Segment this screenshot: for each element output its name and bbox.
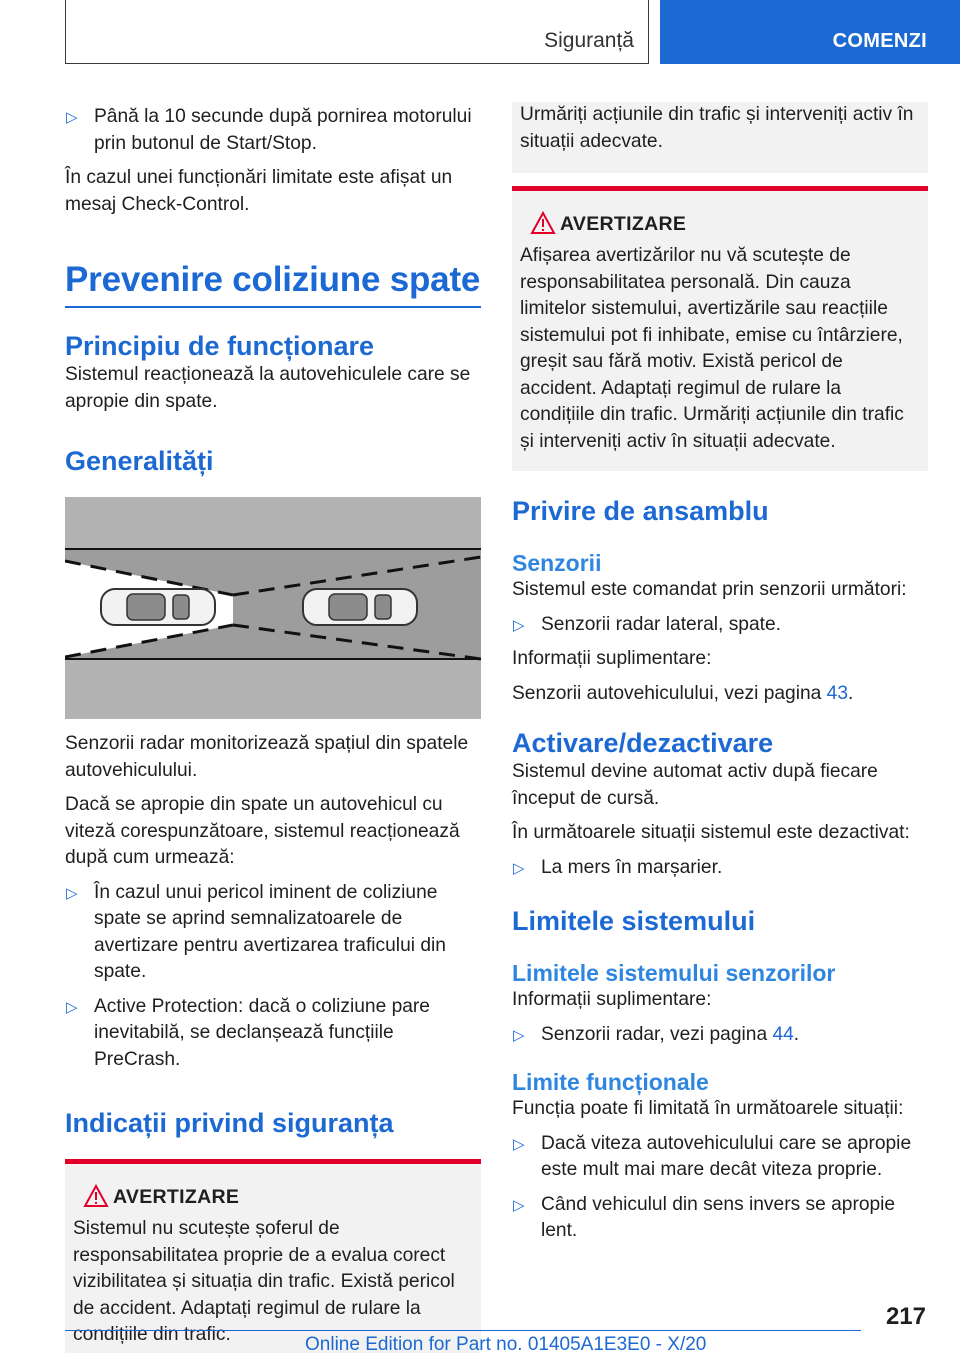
- paragraph: Senzorii autovehiculului, vezi pagina 43.: [512, 682, 854, 704]
- warning-box: [65, 1159, 481, 1353]
- list-item: ▷ Senzorii radar, vezi pagina 44.: [512, 1022, 928, 1049]
- triangle-bullet-icon: ▷: [66, 998, 78, 1016]
- warning-continuation: [512, 102, 928, 173]
- radar-diagram: [65, 497, 481, 719]
- heading-functional: Limite funcționale: [512, 1069, 709, 1095]
- heading-general: Generalități: [65, 446, 214, 476]
- triangle-bullet-icon: ▷: [513, 1026, 525, 1044]
- heading-overview: Privire de ansamblu: [512, 496, 769, 526]
- list-item: ▷ Dacă viteza autovehiculului care se apropie este mult mai mare decât viteza proprie.: [513, 1132, 912, 1180]
- warning-text: Sistemul nu scutește șoferul de responsabilitatea proprie de a evalua corect vizibilitatea și situația din trafic. Există pericol de accident. Adaptați regimul de rulare la condițiile din trafic.: [73, 1218, 455, 1345]
- header-section-tab: [65, 0, 649, 64]
- heading-activation: Activare/dezactivare: [512, 728, 774, 758]
- list-item: ▷ Până la 10 secunde după pornirea motorului prin butonul de Start/Stop.: [66, 106, 472, 154]
- triangle-bullet-icon: ▷: [66, 884, 78, 902]
- paragraph: Sistemul este comandat prin senzorii următori:: [512, 579, 907, 600]
- list-item: ▷ Senzorii radar lateral, spate.: [512, 612, 928, 639]
- section-title: Siguranță: [544, 29, 634, 52]
- right-column: [512, 104, 928, 1245]
- heading-sensors: Senzorii: [512, 550, 602, 576]
- rear-radar-illustration: [65, 497, 481, 719]
- warning-text: Afișarea avertizărilor nu vă scutește de responsabilitatea personală. Din cauza limitelor sistemului, avertizările sau reacțiile sistemului pot fi inhibate, emise cu întârziere, greșit sau fără motiv. Există pericol de accident. Adaptați regimul de rulare la condițiile din trafic. Urmăriți acțiunile din trafic și interveniți activ în situații adecvate.: [520, 245, 904, 452]
- paragraph: Senzorii radar monitorizează spațiul din spatele autovehiculului.: [65, 733, 469, 781]
- warning-triangle-icon: [530, 211, 556, 235]
- paragraph: Sistemul devine automat activ după fiecare început de cursă.: [512, 761, 878, 809]
- warning-triangle-icon: [83, 1184, 109, 1208]
- triangle-bullet-icon: ▷: [66, 109, 78, 126]
- page-link-44[interactable]: 44: [772, 1023, 794, 1045]
- triangle-bullet-icon: ▷: [513, 616, 525, 634]
- section-title-block: [65, 260, 481, 308]
- list-item: ▷ Active Protection: dacă o coliziune pare inevitabilă, se declanșează funcțiile PreCrash.: [66, 995, 430, 1070]
- car-icon: [303, 589, 417, 625]
- triangle-bullet-icon: ▷: [513, 1135, 525, 1153]
- paragraph: În cazul unei funcționări limitate este afișat un mesaj Check-Control.: [65, 167, 453, 215]
- page-link-43[interactable]: 43: [826, 682, 848, 704]
- left-column: [65, 104, 481, 1353]
- heading-safety: Indicații privind siguranța: [65, 1108, 394, 1138]
- paragraph: Informații suplimentare:: [512, 989, 712, 1010]
- list-item: ▷ La mers în marșarier.: [512, 855, 928, 882]
- triangle-bullet-icon: ▷: [513, 859, 525, 877]
- footer-divider: [65, 1330, 861, 1331]
- paragraph: Sistemul reacționează la autovehiculele care se apropie din spate.: [65, 364, 471, 412]
- warning-box: [512, 186, 928, 471]
- header-category-tab[interactable]: [660, 0, 960, 64]
- page-number: 217: [885, 1303, 926, 1330]
- list-item: ▷ Când vehiculul din sens invers se apropie lent.: [513, 1193, 896, 1241]
- warning-title: AVERTIZARE: [520, 211, 920, 237]
- paragraph: Urmăriți acțiunile din trafic și interveniți activ în situații adecvate.: [520, 104, 914, 152]
- footer-edition: Online Edition for Part no. 01405A1E3E0 - X/20: [305, 1334, 707, 1355]
- list-item: ▷ În cazul unui pericol iminent de coliziune spate se aprind semnalizatoarele de avertizare pentru avertizarea traficului din spate.: [66, 881, 446, 982]
- triangle-bullet-icon: ▷: [513, 1196, 525, 1214]
- heading-principle: Principiu de funcționare: [65, 331, 375, 361]
- heading-sensor-limits: Limitele sistemului senzorilor: [512, 960, 836, 986]
- heading-limits: Limitele sistemului: [512, 906, 756, 936]
- page-title: Prevenire coliziune spate: [65, 260, 481, 299]
- paragraph: În următoarele situații sistemul este dezactivat:: [512, 822, 910, 843]
- paragraph: Informații suplimentare:: [512, 648, 712, 669]
- category-title: COMENZI: [832, 30, 927, 52]
- paragraph: Dacă se apropie din spate un autovehicul cu viteză corespunzătoare, sistemul reacționează după cum urmează:: [65, 794, 460, 868]
- car-icon: [101, 589, 215, 625]
- warning-title: AVERTIZARE: [73, 1184, 473, 1210]
- paragraph: Funcția poate fi limitată în următoarele situații:: [512, 1098, 904, 1119]
